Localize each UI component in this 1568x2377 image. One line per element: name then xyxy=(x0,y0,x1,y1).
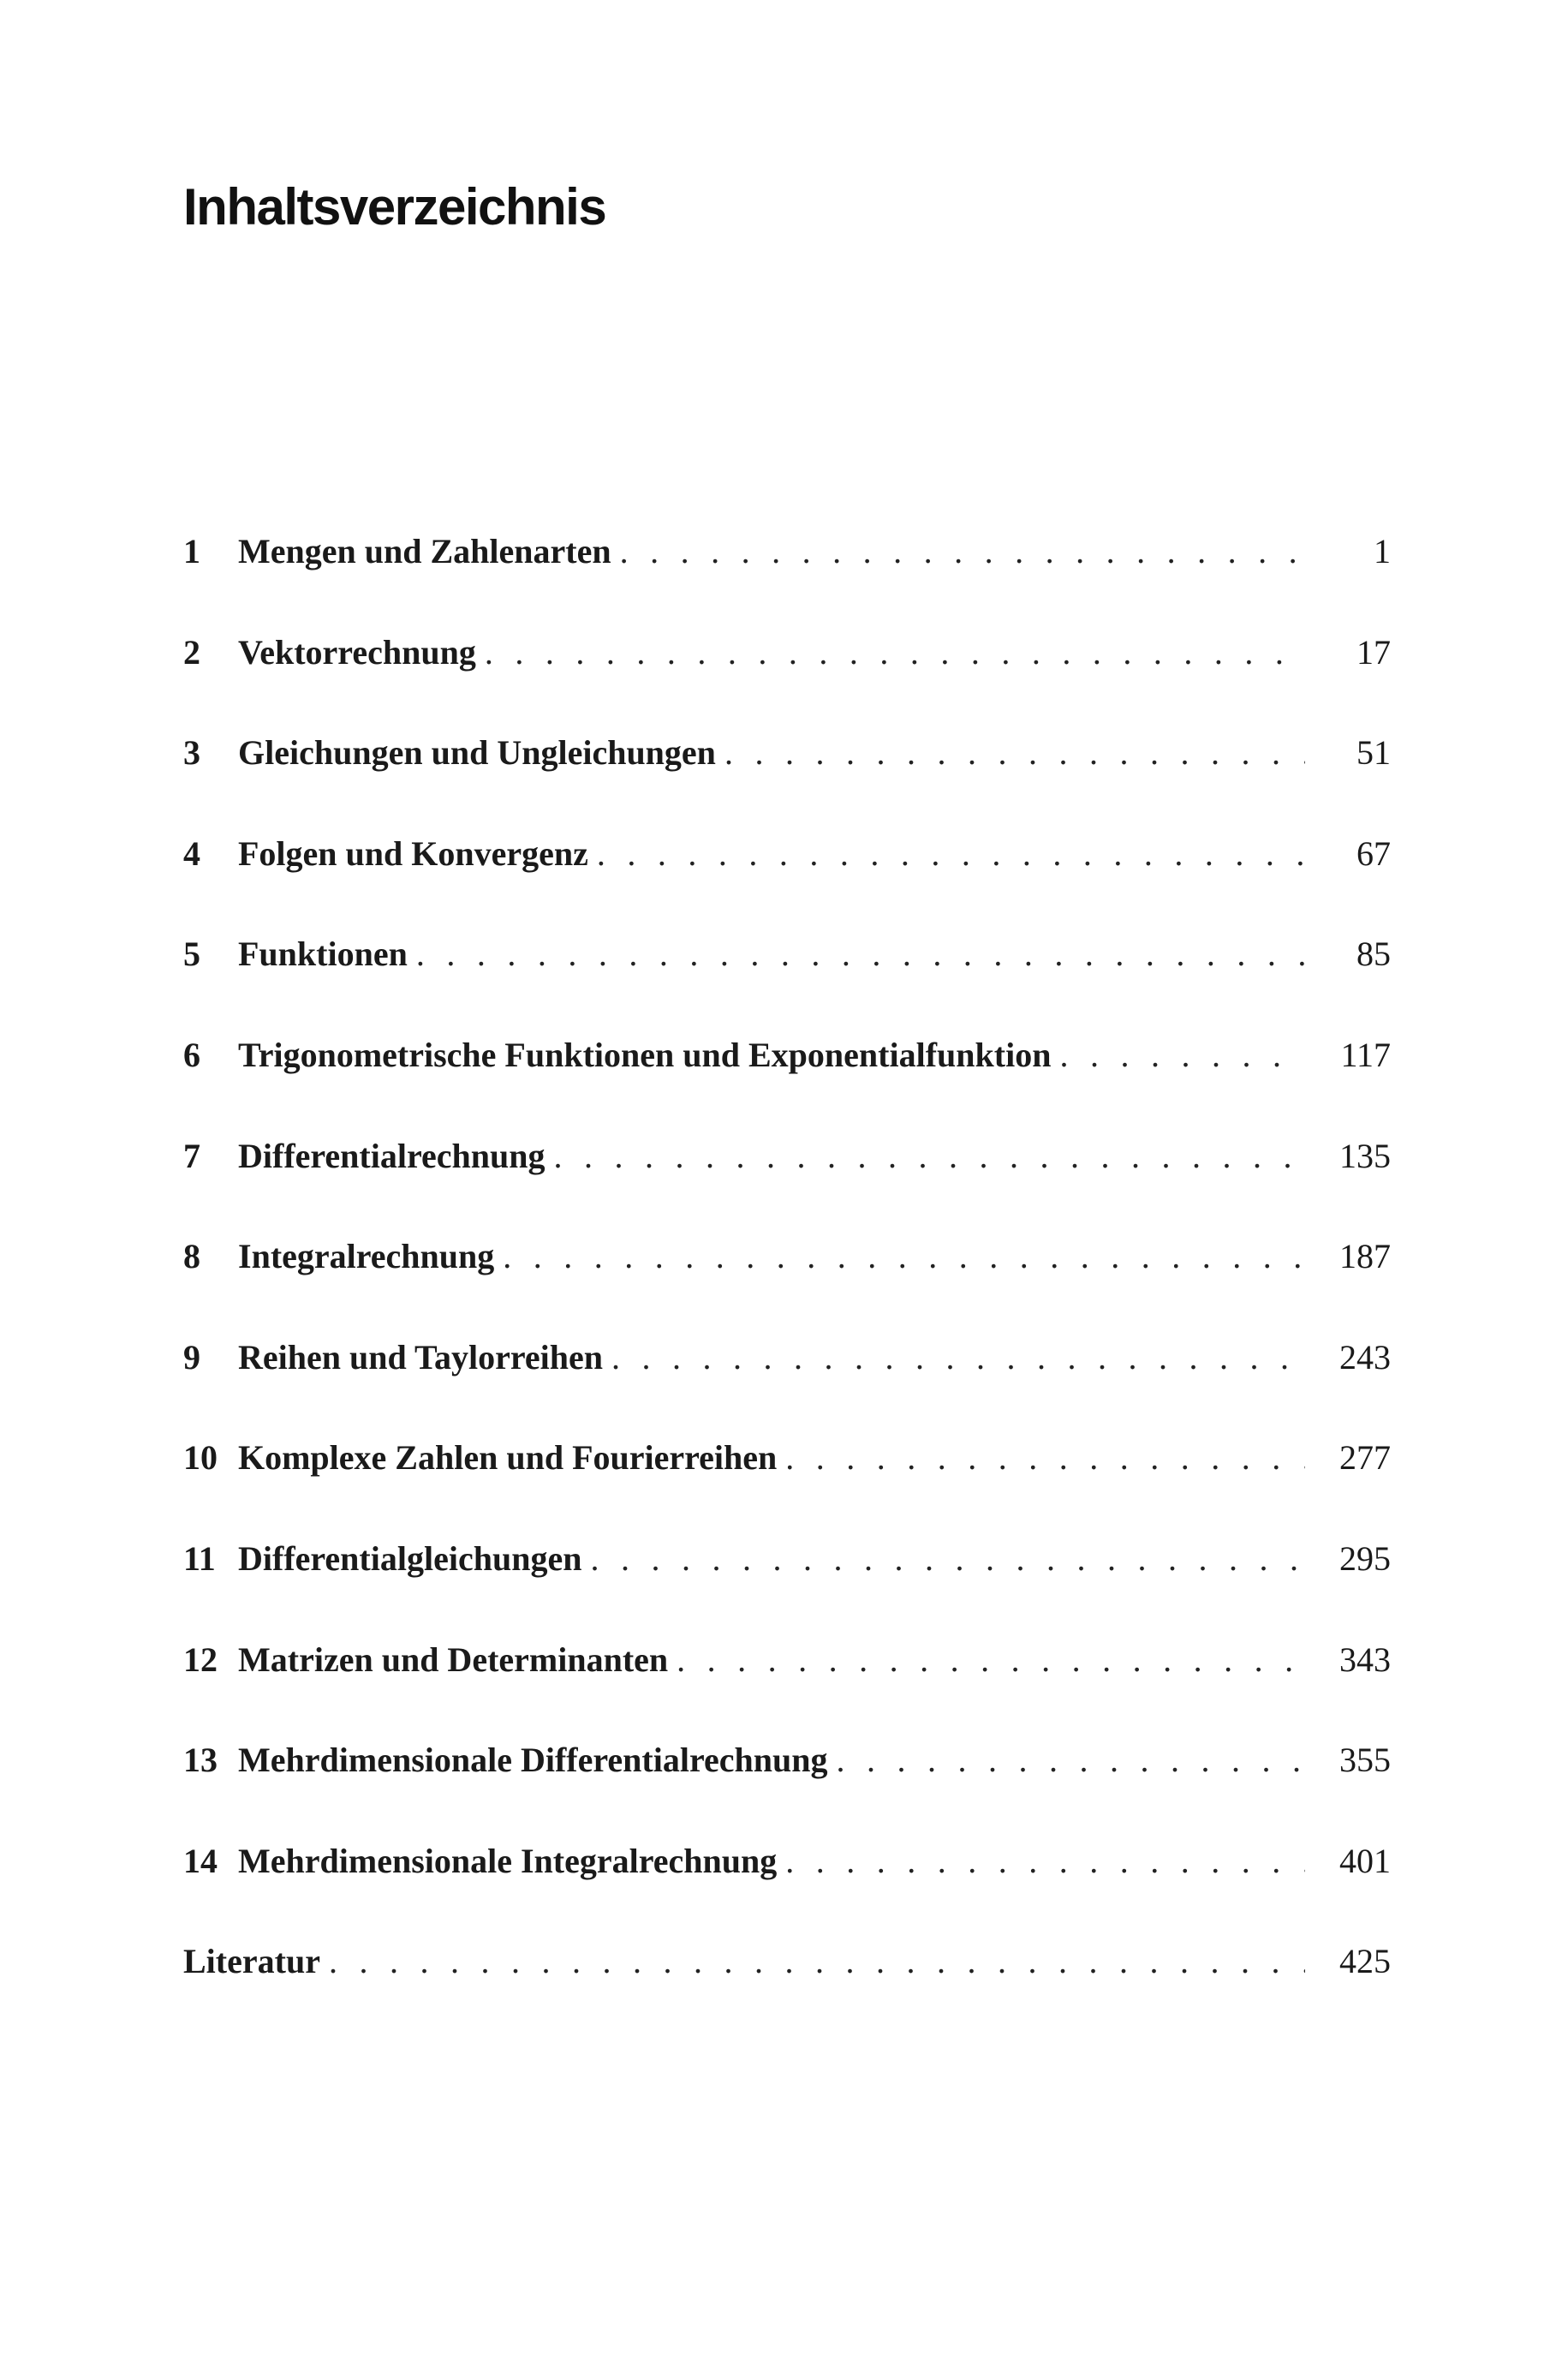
dot-leader xyxy=(721,732,1305,773)
chapter-number: 9 xyxy=(183,1337,200,1377)
toc-entry-10[interactable] xyxy=(183,1437,1391,1538)
toc-entry-13[interactable] xyxy=(183,1740,1391,1841)
table-of-contents xyxy=(183,531,1391,2042)
chapter-number: 12 xyxy=(183,1639,218,1679)
chapter-title: Vektorrechnung xyxy=(238,632,476,672)
chapter-number: 13 xyxy=(183,1741,218,1780)
page-number: 17 xyxy=(1356,632,1391,672)
toc-entry-14[interactable] xyxy=(183,1841,1391,1942)
chapter-title: Komplexe Zahlen und Fourierreihen xyxy=(238,1438,778,1478)
dot-leader xyxy=(782,1437,1305,1478)
toc-entry-9[interactable] xyxy=(183,1337,1391,1438)
page-number: 343 xyxy=(1339,1639,1391,1679)
chapter-number: 6 xyxy=(183,1035,200,1074)
dot-leader xyxy=(673,1639,1305,1680)
toc-entry-literature[interactable] xyxy=(183,1941,1391,2042)
dot-leader xyxy=(608,1337,1305,1377)
chapter-title: Gleichungen und Ungleichungen xyxy=(238,733,716,773)
chapter-title: Mehrdimensionale Integralrechnung xyxy=(238,1841,778,1880)
page-number: 117 xyxy=(1340,1035,1391,1074)
dot-leader xyxy=(593,833,1305,874)
dot-leader xyxy=(1056,1035,1305,1075)
toc-entry-2[interactable] xyxy=(183,632,1391,733)
dot-leader xyxy=(617,531,1305,571)
dot-leader xyxy=(782,1841,1305,1881)
chapter-number: 7 xyxy=(183,1136,200,1175)
page-number: 1 xyxy=(1374,532,1391,570)
page-number: 243 xyxy=(1339,1337,1391,1377)
page-number: 277 xyxy=(1339,1438,1391,1478)
toc-entry-3[interactable] xyxy=(183,732,1391,833)
page-number: 425 xyxy=(1339,1942,1391,1981)
chapter-title: Matrizen und Determinanten xyxy=(238,1639,669,1679)
chapter-title: Mehrdimensionale Differentialrechnung xyxy=(238,1741,828,1780)
dot-leader xyxy=(587,1538,1305,1579)
chapter-number: 5 xyxy=(183,935,200,974)
dot-leader xyxy=(499,1236,1305,1276)
dot-leader xyxy=(325,1941,1305,1981)
chapter-number: 3 xyxy=(183,733,200,773)
toc-entry-6[interactable] xyxy=(183,1035,1391,1136)
chapter-number: 1 xyxy=(183,532,200,570)
chapter-title: Folgen und Konvergenz xyxy=(238,833,588,873)
page-title: Inhaltsverzeichnis xyxy=(183,178,606,236)
page-number: 51 xyxy=(1356,733,1391,773)
page-number: 401 xyxy=(1339,1841,1391,1880)
toc-entry-12[interactable] xyxy=(183,1639,1391,1741)
chapter-number: 14 xyxy=(183,1841,218,1880)
literature-title: Literatur xyxy=(183,1942,320,1981)
toc-entry-11[interactable] xyxy=(183,1538,1391,1639)
toc-entry-8[interactable] xyxy=(183,1236,1391,1337)
chapter-title: Funktionen xyxy=(238,935,408,974)
page-number: 295 xyxy=(1339,1538,1391,1578)
chapter-title: Differentialrechnung xyxy=(238,1136,546,1175)
chapter-title: Differentialgleichungen xyxy=(238,1538,582,1578)
dot-leader xyxy=(551,1136,1306,1176)
page-number: 187 xyxy=(1339,1237,1391,1276)
chapter-title: Trigonometrische Funktionen und Exponentialfunktion xyxy=(238,1035,1052,1074)
chapter-number: 11 xyxy=(183,1538,216,1578)
toc-entry-7[interactable] xyxy=(183,1136,1391,1237)
chapter-number: 10 xyxy=(183,1438,218,1478)
chapter-number: 8 xyxy=(183,1237,200,1276)
toc-entry-1[interactable] xyxy=(183,531,1391,632)
page-number: 355 xyxy=(1339,1741,1391,1780)
chapter-title: Reihen und Taylorreihen xyxy=(238,1337,604,1377)
chapter-number: 2 xyxy=(183,632,200,672)
dot-leader xyxy=(832,1740,1305,1780)
toc-entry-5[interactable] xyxy=(183,934,1391,1035)
dot-leader xyxy=(413,934,1305,974)
chapter-title: Mengen und Zahlenarten xyxy=(238,532,611,570)
page-number: 67 xyxy=(1356,833,1391,873)
chapter-title: Integralrechnung xyxy=(238,1237,495,1276)
dot-leader xyxy=(481,632,1305,672)
toc-entry-4[interactable] xyxy=(183,833,1391,935)
chapter-number: 4 xyxy=(183,833,200,873)
page-number: 85 xyxy=(1356,935,1391,974)
page-number: 135 xyxy=(1339,1136,1391,1175)
